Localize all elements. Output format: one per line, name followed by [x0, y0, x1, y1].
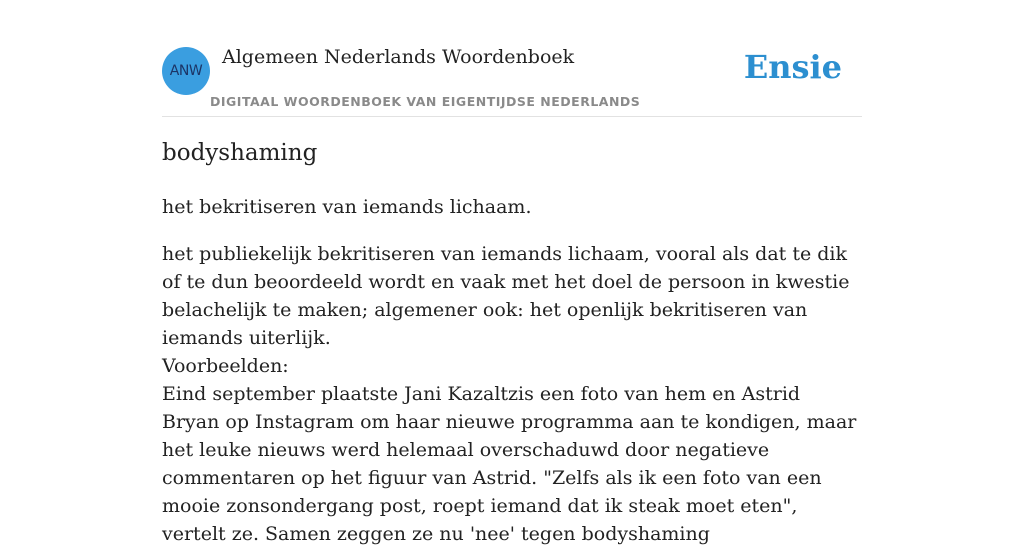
examples-label: Voorbeelden: [162, 355, 289, 377]
long-definition: het publiekelijk bekritiseren van iemands lichaam, vooral als dat te dik of te dun beoordeeld wordt en vaak met het doel de persoon in kwestie belachelijk te maken; algemener ook: het openlijk bekritiseren van iemands uiterlijk. [162, 243, 850, 349]
site-subtitle: DIGITAAL WOORDENBOEK VAN EIGENTIJDSE NEDERLANDS [210, 94, 641, 109]
brand-logo[interactable]: Ensie [743, 48, 842, 86]
anw-logo[interactable] [162, 47, 210, 95]
entry-headword: bodyshaming [162, 140, 318, 166]
site-title[interactable]: Algemeen Nederlands Woordenboek [222, 46, 575, 68]
example-text: Eind september plaatste Jani Kazaltzis een foto van hem en Astrid Bryan op Instagram om haar nieuwe programma aan te kondigen, maar het leuke nieuws werd helemaal overschaduwd door negatieve commentaren op het figuur van Astrid. "Zelfs als ik een foto van een mooie zonsondergang post, roept iemand dat ik steak moet eten", vertelt ze. Samen zeggen ze nu 'nee' tegen bodyshaming [162, 383, 857, 545]
site-header [162, 0, 862, 117]
logo-text: ANW [169, 63, 203, 79]
short-definition: het bekritiseren van iemands lichaam. [162, 196, 532, 218]
page-container [162, 0, 862, 545]
